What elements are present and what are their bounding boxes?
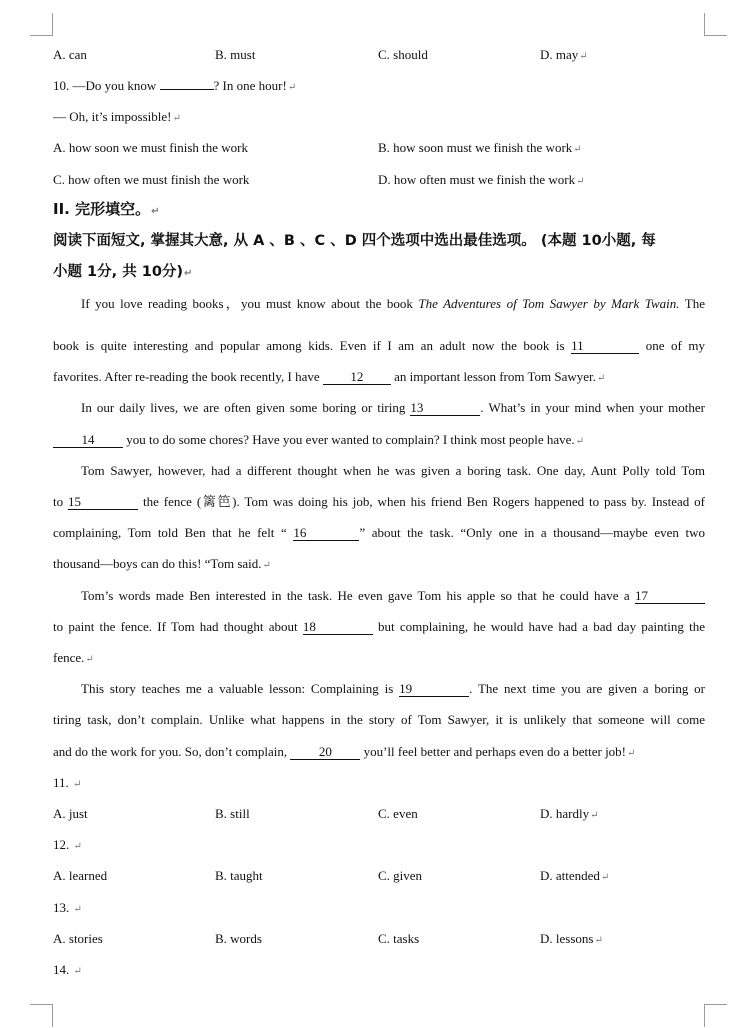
q10-prompt: 10. —Do you know ? In one hour!↵ (53, 78, 297, 93)
passage-p2-line2: 14 you to do some chores? Have you ever wanted to complain? I think most people have.↵ (53, 431, 705, 450)
passage-p4-line2: to paint the fence. If Tom had thought about 18 but complaining, he would have had a bad day painting the (53, 619, 705, 634)
option-a: A. can (53, 47, 87, 62)
option-d: D. hardly↵ (540, 806, 599, 821)
passage-p3-line2: to 15 the fence (篱笆). Tom was doing his job, when his friend Ben Rogers happened to pass by. Instead of (53, 494, 705, 509)
question-11-options (53, 805, 713, 822)
blank-19: 19 (399, 681, 469, 697)
answer-blank (160, 89, 214, 90)
q10-reply: — Oh, it’s impossible!↵ (53, 109, 181, 124)
blank-11: 11 (571, 338, 639, 354)
book-title: The Adventures of Tom Sawyer by Mark Twain. (418, 296, 680, 311)
option-c: C. how often we must finish the work (53, 172, 250, 187)
passage-p1-line1: If you love reading books，you must know about the book The Adventures of Tom Sawyer by Mark Twain. The (81, 296, 706, 311)
question-14-number: 14. ↵ (53, 962, 82, 977)
blank-12: 12 (323, 369, 391, 385)
blank-16: 16 (293, 525, 359, 541)
blank-14: 14 (53, 432, 123, 448)
blank-17: 17 (635, 588, 705, 604)
q10-options-row1 (53, 139, 713, 156)
option-c: C. given (378, 868, 423, 883)
question-11-number: 11. ↵ (53, 775, 82, 790)
option-a: A. just (53, 806, 88, 821)
question-12-options (53, 867, 713, 884)
option-a: A. learned (53, 868, 108, 883)
option-b: B. words (215, 931, 262, 946)
passage-p1-line3: favorites. After re-reading the book recently, I have 12 an important lesson from Tom Sawyer.↵ (53, 369, 606, 384)
blank-18: 18 (303, 619, 373, 635)
passage-p1-line2: book is quite interesting and popular among kids. Even if I am an adult now the book is 11 one of my (53, 338, 705, 353)
passage-p5-line3: and do the work for you. So, don’t complain, 20 you’ll feel better and perhaps even do a better job!↵ (53, 744, 636, 759)
blank-15: 15 (68, 494, 138, 510)
crop-mark-bottom-right (704, 1004, 727, 1027)
passage-p5-line2: tiring task, don’t complain. Unlike what happens in the story of Tom Sawyer, it is unlikely that someone will come (53, 712, 705, 727)
passage-p5-line1: This story teaches me a valuable lesson: Complaining is 19 . The next time you are given a boring or (81, 681, 705, 696)
option-d: D. how often must we finish the work↵ (378, 172, 585, 187)
option-d: D. lessons↵ (540, 931, 603, 946)
passage-p4-line3: fence.↵ (53, 650, 94, 665)
q9-options (53, 46, 713, 63)
option-d: D. may↵ (540, 47, 588, 62)
section-heading: II. 完形填空。↵ (53, 200, 160, 218)
question-13-options (53, 930, 713, 947)
passage-p3-line1: Tom Sawyer, however, had a different thought when he was given a boring task. One day, Aunt Polly told Tom (81, 463, 705, 478)
passage-p4-line1: Tom’s words made Ben interested in the task. He even gave Tom his apple so that he could have a 17 (53, 587, 705, 604)
q10-options-row2 (53, 171, 713, 188)
option-c: C. even (378, 806, 418, 821)
option-a: A. stories (53, 931, 103, 946)
blank-20: 20 (290, 744, 360, 760)
option-b: B. still (215, 806, 250, 821)
question-13-number: 13. ↵ (53, 900, 82, 915)
blank-13: 13 (410, 400, 480, 416)
passage-p3-line4: thousand—boys can do this! “Tom said.↵ (53, 556, 271, 571)
option-d: D. attended↵ (540, 868, 610, 883)
passage-p2-line1: In our daily lives, we are often given some boring or tiring 13 . What’s in your mind when your mother (81, 400, 706, 415)
question-12-number: 12. ↵ (53, 837, 82, 852)
section-instruction-line2: 小题 1分, 共 10分)↵ (53, 264, 193, 280)
option-b: B. taught (215, 868, 263, 883)
crop-mark-bottom-left (30, 1004, 53, 1027)
option-b: B. how soon must we finish the work↵ (378, 140, 582, 155)
crop-mark-top-left (30, 13, 53, 36)
passage-p3-line3: complaining, Tom told Ben that he felt “ 16 ” about the task. “Only one in a thousand—maybe even two (53, 525, 705, 540)
section-instruction-line1: 阅读下面短文, 掌握其大意, 从 A 、B 、C 、D 四个选项中选出最佳选项。 (本题 10小题, 每 (53, 233, 656, 249)
option-b: B. must (215, 47, 256, 62)
option-c: C. tasks (378, 931, 420, 946)
option-c: C. should (378, 47, 428, 62)
option-a: A. how soon we must finish the work (53, 140, 248, 155)
crop-mark-top-right (704, 13, 727, 36)
